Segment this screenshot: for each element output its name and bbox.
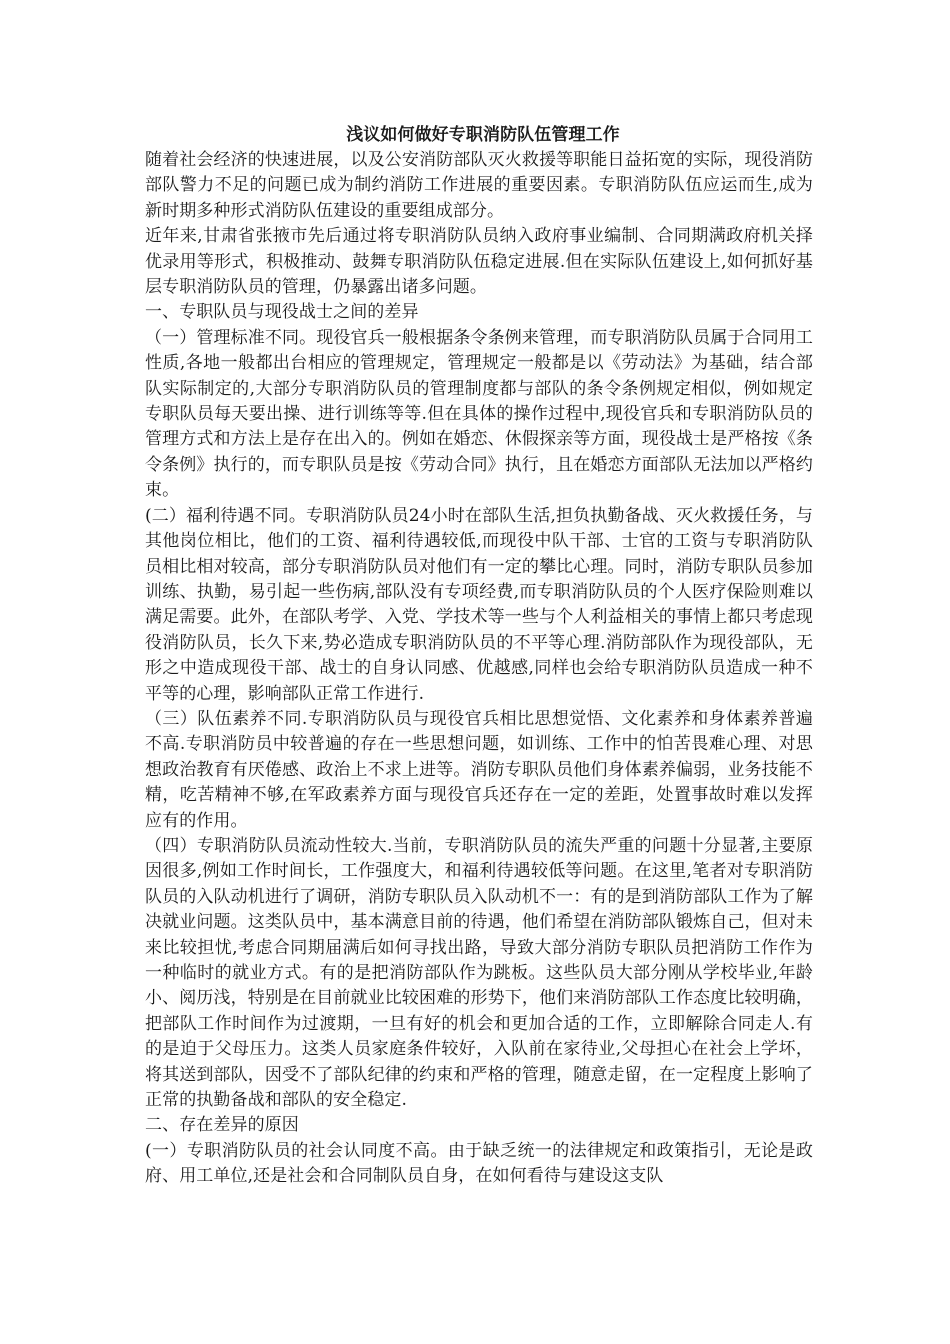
paragraph-management-standards: （一）管理标准不同。现役官兵一般根据条令条例来管理，而专职消防队员属于合同用工性质,各地一般都出台相应的管理规定，管理规定一般都是以《劳动法》为基础，结合部队实际制定的,大部分专职消防队员的管理制度都与部队的条令条例规定相似，例如规定专职队员每天要出操、进行训练等等.但在具体的操作过程中,现役官兵和专职消防队员的管理方式和方法上是存在出入的。例如在婚恋、休假探亲等方面，现役战士是严格按《条令条例》执行的，而专职队员是按《劳动合同》执行，且在婚恋方面部队无法加以严格约束。 [145, 327, 813, 501]
paragraph-social-recognition: (一）专职消防队员的社会认同度不高。由于缺乏统一的法律规定和政策指引，无论是政府、用工单位,还是社会和合同制队员自身，在如何看待与建设这支队 [145, 1140, 813, 1187]
document-page [145, 122, 813, 1190]
paragraph-intro-1: 随着社会经济的快速进展，以及公安消防部队灭火救援等职能日益拓宽的实际，现役消防部队警力不足的问题已成为制约消防工作进展的重要因素。专职消防队伍应运而生,成为新时期多种形式消防队伍建设的重要组成部分。 [145, 150, 813, 221]
paragraph-intro-2: 近年来,甘肃省张掖市先后通过将专职消防队员纳入政府事业编制、合同期满政府机关择优录用等形式，积极推动、鼓舞专职消防队伍稳定进展.但在实际队伍建设上,如何抓好基层专职消防队员的管理，仍暴露出诸多问题。 [145, 226, 813, 298]
paragraph-welfare: (二）福利待遇不同。专职消防队员24小时在部队生活,担负执勤备战、灭火救援任务，与其他岗位相比，他们的工资、福利待遇较低,而现役中队干部、士官的工资与专职消防队员相比相对较高，部分专职消防队员对他们有一定的攀比心理。同时，消防专职队员参加训练、执勤，易引起一些伤病,部队没有专项经费,而专职消防队员的个人医疗保险则难以满足需要。此外，在部队考学、入党、学技术等一些与个人利益相关的事情上都只考虑现役消防队员，长久下来,势必造成专职消防队员的不平等心理.消防部队作为现役部队，无形之中造成现役干部、战士的自身认同感、优越感,同样也会给专职消防队员造成一种不平等的心理，影响部队正常工作进行. [145, 505, 813, 704]
section-heading-2: 二、存在差异的原因 [145, 1115, 299, 1136]
section-heading-1: 一、专职队员与现役战士之间的差异 [145, 302, 419, 323]
paragraph-quality: （三）队伍素养不同.专职消防队员与现役官兵相比思想觉悟、文化素养和身体素养普遍不高.专职消防员中较普遍的存在一些思想问题，如训练、工作中的怕苦畏难心理、对思想政治教育有厌倦感、政治上不求上进等。消防专职队员他们身体素养偏弱，业务技能不精，吃苦精神不够,在军政素养方面与现役官兵还存在一定的差距，处置事故时难以发挥应有的作用。 [145, 708, 813, 831]
document-title: 浅议如何做好专职消防队伍管理工作 [346, 125, 620, 145]
paragraph-mobility: （四）专职消防队员流动性较大.当前，专职消防队员的流失严重的问题十分显著,主要原因很多,例如工作时间长，工作强度大，和福利待遇较低等问题。在这里,笔者对专职消防队员的入队动机进行了调研，消防专职队员入队动机不一：有的是到消防部队工作为了解决就业问题。这类队员中，基本满意目前的待遇，他们希望在消防部队锻炼自己，但对未来比较担忧,考虑合同期届满后如何寻找出路，导致大部分消防专职队员把消防工作作为一种临时的就业方式。有的是把消防部队作为跳板。这些队员大部分刚从学校毕业,年龄小、阅历浅，特别是在目前就业比较困难的形势下，他们来消防部队工作态度比较明确，把部队工作时间作为过渡期，一旦有好的机会和更加合适的工作，立即解除合同走人.有的是迫于父母压力。这类人员家庭条件较好，入队前在家待业,父母担心在社会上学坏，将其送到部队，因受不了部队纪律的约束和严格的管理，随意走留，在一定程度上影响了正常的执勤备战和部队的安全稳定. [145, 835, 813, 1111]
